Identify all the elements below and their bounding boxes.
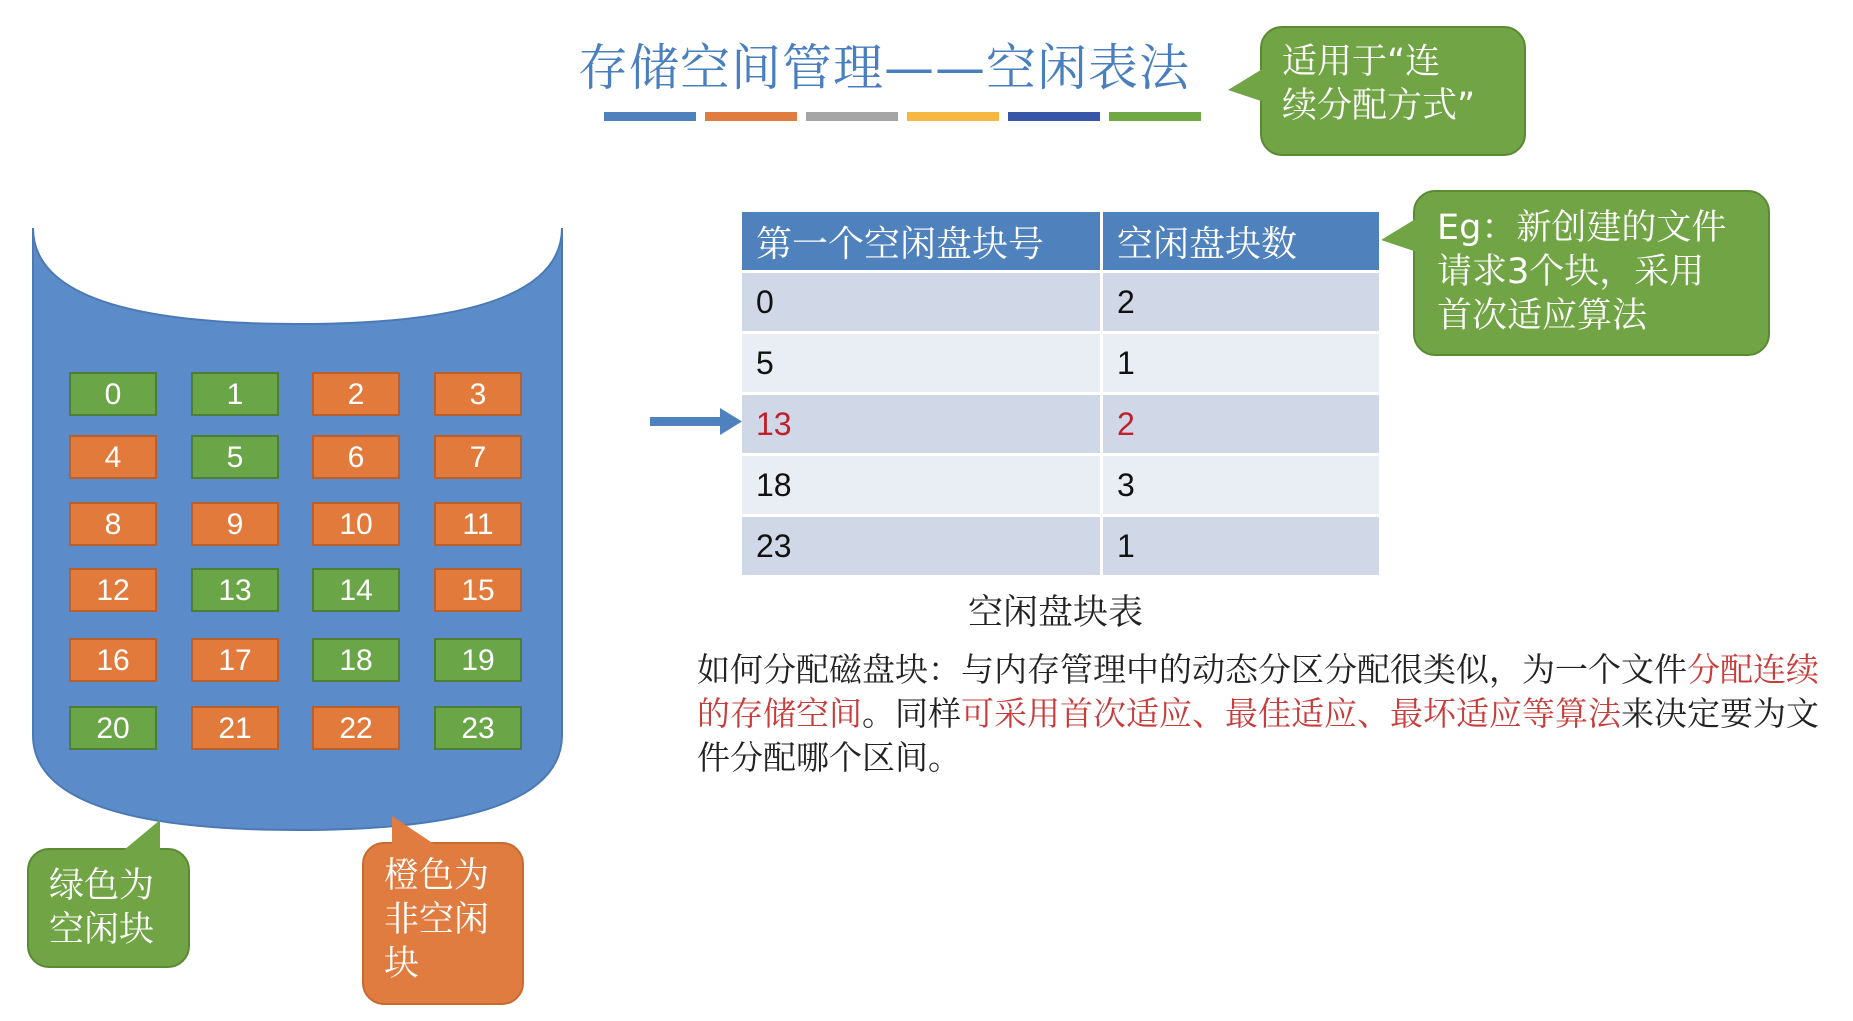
page-title: 存储空间管理——空闲表法 [578,39,1190,97]
disk-block: 0 [69,372,157,416]
disk-block: 4 [69,435,157,479]
disk-block: 19 [434,638,522,682]
disk-block: 7 [434,435,522,479]
disk-block: 5 [191,435,279,479]
table-row [742,272,1381,333]
callout-contiguous-text: 适用于“连 续分配方式” [1282,42,1476,126]
disk-block: 18 [312,638,400,682]
title-underline-segment [806,112,898,121]
para-text: 。同样 [862,694,961,733]
cell-free-count: 2 [1102,272,1381,333]
callout-contiguous [1260,26,1526,156]
title-underline-segment [907,112,999,121]
para-text: 来决定要为文件分配哪个区间。 [697,694,1819,777]
disk-block: 22 [312,706,400,750]
legend-used [362,842,524,1005]
disk-block: 8 [69,502,157,546]
callout-example [1413,190,1770,356]
table-row-highlighted [742,394,1381,455]
disk-block: 20 [69,706,157,750]
disk-block: 15 [434,568,522,612]
disk-block: 3 [434,372,522,416]
para-red-text: 分配连续的存储空间 [697,650,1819,733]
disk-block: 16 [69,638,157,682]
title-underline-segment [1008,112,1100,121]
disk-block: 2 [312,372,400,416]
disk-block: 12 [69,568,157,612]
cell-free-count: 3 [1102,455,1381,516]
cell-first-free: 0 [742,272,1102,333]
title-underline-segment [705,112,797,121]
table-row [742,455,1381,516]
header-first-free-block: 第一个空闲盘块号 [742,212,1102,272]
table-row [742,333,1381,394]
row-pointer-arrow [648,406,748,438]
para-text: 如何分配磁盘块：与内存管理中的动态分区分配很类似，为一个文件 [697,650,1687,689]
disk-block: 6 [312,435,400,479]
free-block-table [742,212,1382,575]
disk-block: 11 [434,502,522,546]
table-row [742,516,1381,576]
cell-first-free: 13 [742,394,1102,455]
explanation-paragraph [697,648,1827,780]
table-caption: 空闲盘块表 [968,593,1144,633]
disk-block: 10 [312,502,400,546]
disk-block: 14 [312,568,400,612]
disk-block: 21 [191,706,279,750]
title-underline-segment [604,112,696,121]
legend-used-text: 橙色为 非空闲 块 [384,856,490,984]
cell-first-free: 18 [742,455,1102,516]
disk-block: 23 [434,706,522,750]
cell-first-free: 5 [742,333,1102,394]
table-header-row [742,212,1381,272]
disk-block: 1 [191,372,279,416]
cell-first-free: 23 [742,516,1102,576]
disk-block: 17 [191,638,279,682]
disk-block: 13 [191,568,279,612]
header-free-block-count: 空闲盘块数 [1102,212,1381,272]
title-underline-segment [1109,112,1201,121]
legend-free [27,848,190,968]
legend-free-text: 绿色为 空闲块 [49,866,155,950]
para-red-text: 可采用首次适应、最佳适应、最坏适应等算法 [961,694,1621,733]
cell-free-count: 2 [1102,394,1381,455]
cell-free-count: 1 [1102,516,1381,576]
cell-free-count: 1 [1102,333,1381,394]
callout-example-text: Eg：新创建的文件 请求3个块，采用 首次适应算法 [1437,208,1727,336]
disk-block: 9 [191,502,279,546]
